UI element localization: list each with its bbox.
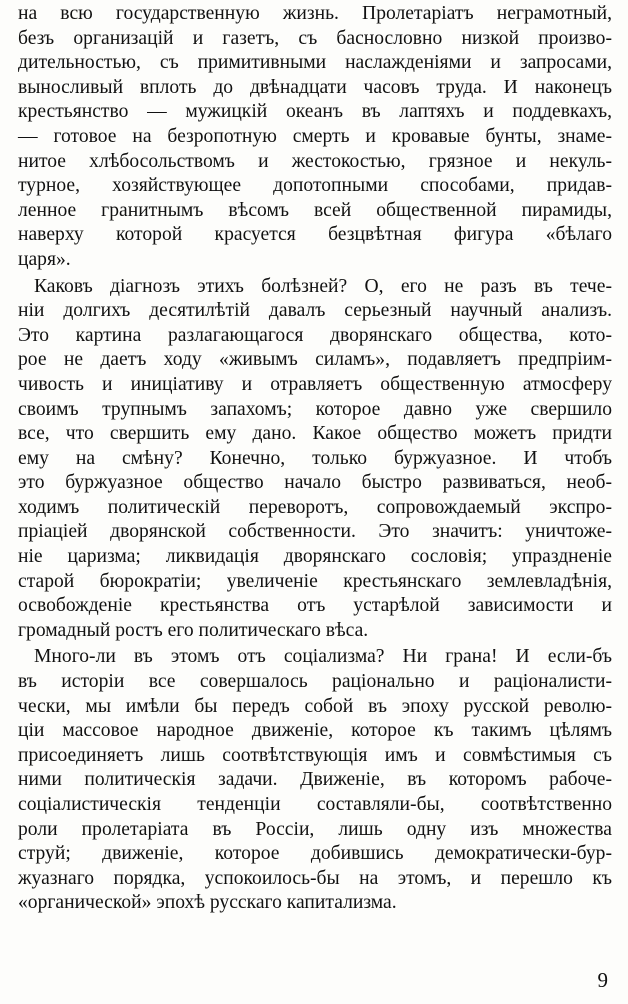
text-line: роли пролетаріата въ Россіи, лишь одну изъ множества: [18, 818, 612, 840]
text-line: струй; движеніе, которое добившись демократически-бур-: [18, 843, 612, 865]
text-line: ленное гранитнымъ вѣсомъ всей общественной пирамиды,: [18, 199, 612, 221]
text-line: безъ организацій и газетъ, съ баснословно низкой произво-: [18, 27, 612, 49]
text-line: Много-ли въ этомъ отъ соціализма? Ни грана! И если-бъ: [34, 646, 612, 668]
text-line: въ исторіи все совершалось раціонально и раціоналисти-: [18, 671, 612, 693]
text-line: жуазнаго порядка, успокоилось-бы на этомъ, и перешло къ: [18, 867, 612, 889]
text-line: все, что свершить ему дано. Какое общество можетъ придти: [18, 423, 612, 445]
text-line: соціалистическія тенденціи составляли-бы, соотвѣтственно: [18, 794, 612, 815]
text-line: выносливый вплоть до двѣнадцати часовъ труда. И наконецъ: [18, 76, 612, 98]
text-line: на всю государственную жизнь. Пролетаріатъ неграмотный,: [18, 3, 612, 24]
text-line: ціи массовое народное движеніе, которое къ такимъ цѣлямъ: [18, 720, 612, 742]
text-line: пріаціей дворянской собственности. Это значитъ: уничтоже-: [18, 521, 612, 543]
text-line: ніе царизма; ликвидація дворянскаго сословія; упраздненіе: [18, 546, 612, 568]
text-line: Каковъ діагнозъ этихъ болѣзней? О, его не разъ въ тече-: [34, 275, 612, 297]
text-line: дительностью, съ примитивными наслажденіями и запросами,: [18, 52, 612, 74]
text-line: крестьянство — мужицкій океанъ въ лаптяхъ и поддевкахъ,: [18, 101, 612, 123]
text-line: чивость и иниціативу и отравляетъ общественную атмосферу: [18, 373, 612, 395]
text-line: турное, хозяйствующее допотопными способами, придав-: [18, 175, 612, 197]
text-line: ніи долгихъ десятилѣтій давалъ серьезный научный анализъ.: [18, 300, 612, 322]
text-line: громадный ростъ его политическаго вѣса.: [18, 619, 369, 641]
text-line: «органической» эпохѣ русскаго капитализма.: [18, 892, 397, 914]
text-line: ними политическія задачи. Движеніе, въ которомъ рабоче-: [18, 769, 612, 791]
body-text: [18, 2, 612, 916]
text-line: наверху которой красуется безцвѣтная фигура «бѣлаго: [18, 224, 612, 246]
paragraph: [18, 2, 612, 273]
text-line: Это картина разлагающагося дворянскаго общества, кото-: [18, 324, 612, 346]
text-line: это буржуазное общество начало быстро развиваться, необ-: [18, 472, 612, 494]
text-line: своимъ трупнымъ запахомъ; которое давно уже свершило: [18, 398, 612, 420]
text-line: освобожденіе крестьянства отъ устарѣлой зависимости и: [18, 595, 612, 617]
text-line: — готовое на безропотную смерть и кровавые бунты, знаме-: [18, 125, 612, 147]
text-line: ему на смѣну? Конечно, только буржуазное. И чтобъ: [18, 447, 612, 469]
text-line: нитое хлѣбосольствомъ и жестокостью, грязное и некуль-: [18, 150, 612, 172]
text-line: царя».: [18, 248, 71, 270]
text-line: чески, мы имѣли бы передъ собой въ эпоху русской револю-: [18, 695, 612, 717]
paragraph: [18, 275, 612, 644]
page-number: 9: [597, 968, 608, 992]
text-line: присоединяетъ лишь соотвѣтствующія имъ и совмѣстимыя съ: [18, 744, 612, 766]
paragraph: [18, 645, 612, 916]
text-line: ходимъ политическій переворотъ, сопровождаемый экспро-: [18, 496, 612, 518]
text-line: старой бюрократіи; увеличеніе крестьянскаго землевладѣнія,: [18, 570, 612, 592]
text-line: рое не даетъ ходу «живымъ силамъ», подавляетъ предпріим-: [18, 349, 612, 371]
